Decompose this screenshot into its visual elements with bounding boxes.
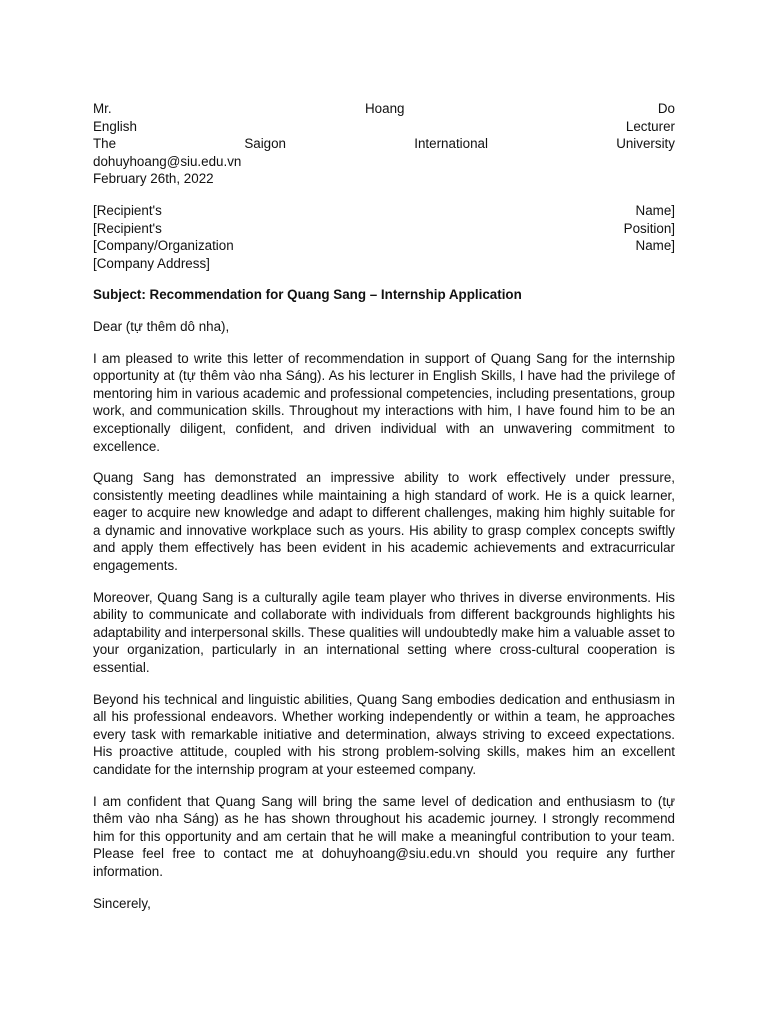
recipient-position-line (93, 220, 675, 238)
recipient-word: [Company/Organization (93, 238, 234, 254)
sender-title-word: Lecturer (625, 118, 675, 134)
sender-org-word: The (93, 136, 117, 152)
recipient-word: [Recipient's (93, 220, 162, 236)
recipient-word: Name] (635, 238, 675, 254)
sender-block (93, 100, 675, 188)
closing: Sincerely, (93, 895, 151, 911)
body-paragraph: I am pleased to write this letter of recommendation in support of Quang Sang for the internship opportunity at (tự thêm vào nha Sáng). As his lecturer in English Skills, I have had the privilege of mentoring him in various academic and professional competencies, including presentations, group work, and communication skills. Throughout my interactions with him, I have found him to be an exceptionally diligent, confident, and driven individual with an unwavering commitment to excellence. (93, 350, 675, 454)
sender-org-line (93, 135, 675, 153)
recipient-address-line: [Company Address] (93, 255, 210, 271)
body-paragraph: Beyond his technical and linguistic abilities, Quang Sang embodies dedication and enthusiasm in all his professional endeavors. Whether working independently or within a team, he approaches every task with remarkable initiative and determination, always striving to exceed expectations. His proactive attitude, coupled with his strong problem-solving skills, makes him an excellent candidate for the internship program at your esteemed company. (93, 691, 675, 777)
sender-org-word: Saigon (244, 136, 287, 152)
sender-name-word: Do (657, 101, 675, 116)
sender-org-word: University (616, 136, 675, 152)
recipient-block (93, 202, 675, 272)
sender-title-word: English (93, 118, 137, 134)
recipient-word: [Recipient's (93, 202, 162, 218)
recipient-word: Position] (623, 220, 675, 236)
sender-name-line (93, 100, 675, 118)
letter-date: February 26th, 2022 (93, 171, 214, 187)
sender-title-line (93, 118, 675, 136)
spacer (93, 188, 675, 202)
salutation: Dear (tự thêm dô nha), (93, 318, 230, 334)
letter-page (93, 100, 675, 912)
subject-line: Subject: Recommendation for Quang Sang – Internship Application (93, 287, 522, 303)
sender-name-word: Hoang (365, 101, 405, 116)
sender-org-word: International (414, 136, 488, 152)
body-paragraph: Moreover, Quang Sang is a culturally agile team player who thrives in diverse environments. His ability to communicate and collaborate with individuals from different backgrounds highlights his adaptability and interpersonal skills. These qualities will undoubtedly make him a valuable asset to your organization, particularly in an international setting where cross-cultural cooperation is essential. (93, 589, 675, 676)
recipient-word: Name] (635, 202, 675, 218)
body-paragraph: I am confident that Quang Sang will bring the same level of dedication and enthusiasm to (tự thêm vào nha Sáng) as he has shown throughout his academic journey. I strongly recommend him for this opportunity and am certain that he will make a meaningful contribution to your team. Please feel free to contact me at dohuyhoang@siu.edu.vn should you require any further information. (93, 793, 675, 879)
recipient-company-line (93, 237, 675, 255)
sender-email: dohuyhoang@siu.edu.vn (93, 153, 242, 169)
body-paragraph: Quang Sang has demonstrated an impressive ability to work effectively under pressure, consistently meeting deadlines while maintaining a high standard of work. He is a quick learner, eager to acquire new knowledge and adapt to different challenges, making him highly suitable for a dynamic and innovative workplace such as yours. His ability to grasp complex concepts swiftly and apply them effectively has been evident in his academic achievements and extracurricular engagements. (93, 470, 675, 574)
sender-name-word: Mr. (93, 101, 112, 116)
recipient-name-line (93, 202, 675, 220)
